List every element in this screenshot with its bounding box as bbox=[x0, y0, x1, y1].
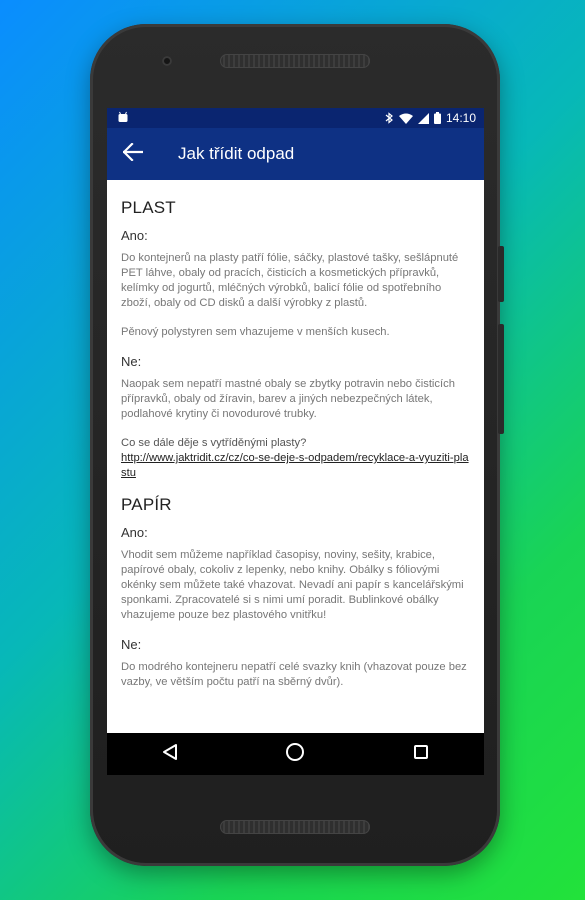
yes-paragraph: Do kontejnerů na plasty patří fólie, sáčky, plastové tašky, sešlápnuté PET láhve, obaly od pracích, čisticích a kosmetických přípravků, kelímky od jogurtů, mléčných výrobků, balicí fólie od spotřebního zboží, obaly od CD disků a další výrobky z plastů. bbox=[121, 252, 459, 309]
signal-icon bbox=[418, 113, 429, 124]
nav-recents-square-icon bbox=[413, 744, 429, 765]
arrow-back-icon bbox=[123, 143, 143, 166]
nav-back-button[interactable] bbox=[140, 733, 200, 775]
phone-frame bbox=[90, 24, 500, 866]
navigation-bar bbox=[107, 733, 484, 775]
nav-recents-button[interactable] bbox=[391, 733, 451, 775]
section-plast bbox=[121, 198, 470, 481]
no-paragraph: Naopak sem nepatří mastné obaly se zbytky potravin nebo čisticích přípravků, obaly od žíravin, barev a jiných nebezpečných látek, podlahové krytiny či novodurové trubky. bbox=[121, 378, 455, 420]
bottom-speaker bbox=[220, 820, 370, 834]
more-info-link[interactable]: http://www.jaktridit.cz/cz/co-se-deje-s-odpadem/recyklace-a-vyuziti-plastu bbox=[121, 452, 469, 479]
no-label: Ne: bbox=[121, 354, 142, 369]
screen bbox=[107, 108, 484, 775]
app-title: Jak třídit odpad bbox=[178, 144, 295, 163]
nav-home-circle-icon bbox=[285, 742, 305, 767]
status-bar bbox=[107, 108, 484, 128]
yes-label: Ano: bbox=[121, 525, 148, 540]
android-notification-icon bbox=[117, 111, 129, 126]
section-papir bbox=[121, 495, 470, 690]
yes-label: Ano: bbox=[121, 228, 148, 243]
back-button[interactable] bbox=[107, 128, 159, 180]
app-bar bbox=[107, 128, 484, 180]
front-camera bbox=[162, 56, 172, 66]
wifi-icon bbox=[399, 113, 413, 124]
status-time: 14:10 bbox=[445, 111, 476, 125]
content-scroll-area[interactable] bbox=[107, 180, 484, 690]
no-paragraph: Do modrého kontejneru nepatří celé svazky knih (vhazovat pouze bez vazby, ve větším počtu patří na sběrný dvůr). bbox=[121, 661, 467, 688]
yes-paragraph: Vhodit sem můžeme například časopisy, noviny, sešity, krabice, papírové obaly, cokoliv z lepenky, nebo knihy. Obálky s fóliovými okénky sem můžete také vhazovat. Nevadí ani papír s kancelářskými sponkami. Zpracovatelé si s nimi umí poradit. Bublinkové obálky vhazujeme pouze bez plastového vnitřku! bbox=[121, 549, 464, 621]
power-button bbox=[498, 246, 504, 302]
section-title: PAPÍR bbox=[121, 495, 172, 514]
top-speaker bbox=[220, 54, 370, 68]
nav-back-triangle-icon bbox=[162, 743, 178, 766]
bluetooth-icon bbox=[385, 112, 394, 124]
more-info-label: Co se dále děje s vytříděnými plasty? bbox=[121, 437, 307, 449]
nav-home-button[interactable] bbox=[265, 733, 325, 775]
yes-paragraph-note: Pěnový polystyren sem vhazujeme v menších kusech. bbox=[121, 326, 390, 338]
volume-button bbox=[498, 324, 504, 434]
section-title: PLAST bbox=[121, 198, 176, 217]
battery-icon bbox=[434, 112, 441, 124]
no-label: Ne: bbox=[121, 637, 142, 652]
